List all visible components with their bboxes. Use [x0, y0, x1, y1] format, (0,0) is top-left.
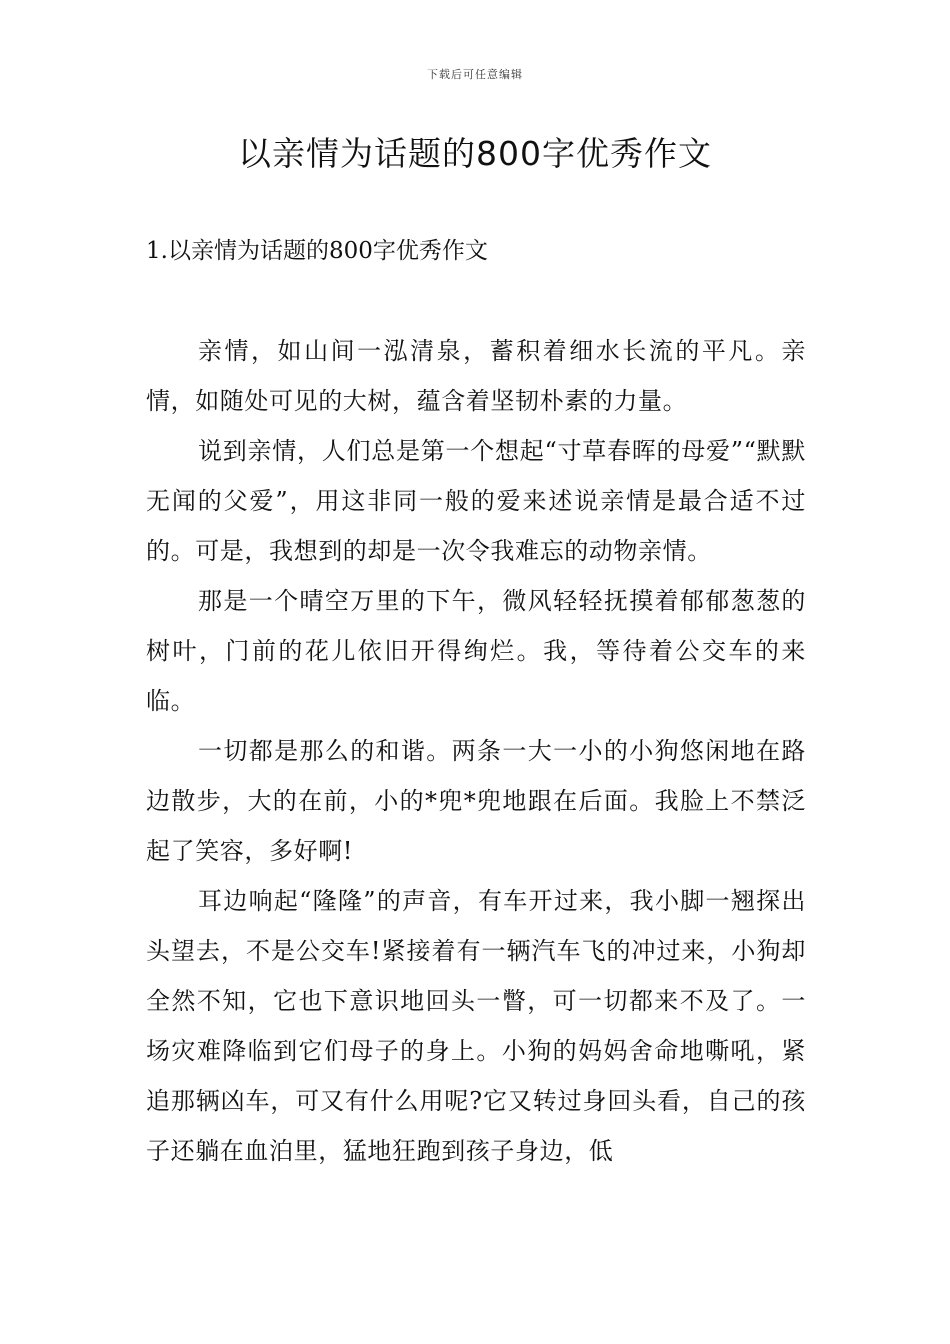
paragraph: 说到亲情，人们总是第一个想起“寸草春晖的母爱”“默默无闻的父爱”，用这非同一般的爱来述说亲情是最合适不过的。可是，我想到的却是一次令我难忘的动物亲情。 [146, 437, 806, 565]
paragraph: 耳边响起“隆隆”的声音，有车开过来，我小脚一翘探出头望去，不是公交车!紧接着有一辆汽车飞的冲过来，小狗却全然不知，它也下意识地回头一瞥，可一切都来不及了。一场灾难降临到它们母子的身上。小狗的妈妈舍命地嘶吼，紧追那辆凶车，可又有什么用呢?它又转过身回头看，自己的孩子还躺在血泊里，猛地狂跑到孩子身边，低 [146, 887, 806, 1165]
paragraph: 亲情，如山间一泓清泉，蓄积着细水长流的平凡。亲情，如随处可见的大树，蕴含着坚韧朴素的力量。 [146, 337, 806, 415]
header-note: 下载后可任意编辑 [427, 68, 523, 81]
paragraph: 那是一个晴空万里的下午，微风轻轻抚摸着郁郁葱葱的树叶，门前的花儿依旧开得绚烂。我，等待着公交车的来临。 [146, 587, 806, 715]
document-title: 以亲情为话题的800字优秀作文 [238, 134, 712, 173]
essay-body [146, 326, 806, 1176]
section-heading: 1.以亲情为话题的800字优秀作文 [146, 238, 488, 264]
paragraph: 一切都是那么的和谐。两条一大一小的小狗悠闲地在路边散步，大的在前，小的*兜*兜地跟在后面。我脸上不禁泛起了笑容，多好啊! [146, 737, 806, 865]
